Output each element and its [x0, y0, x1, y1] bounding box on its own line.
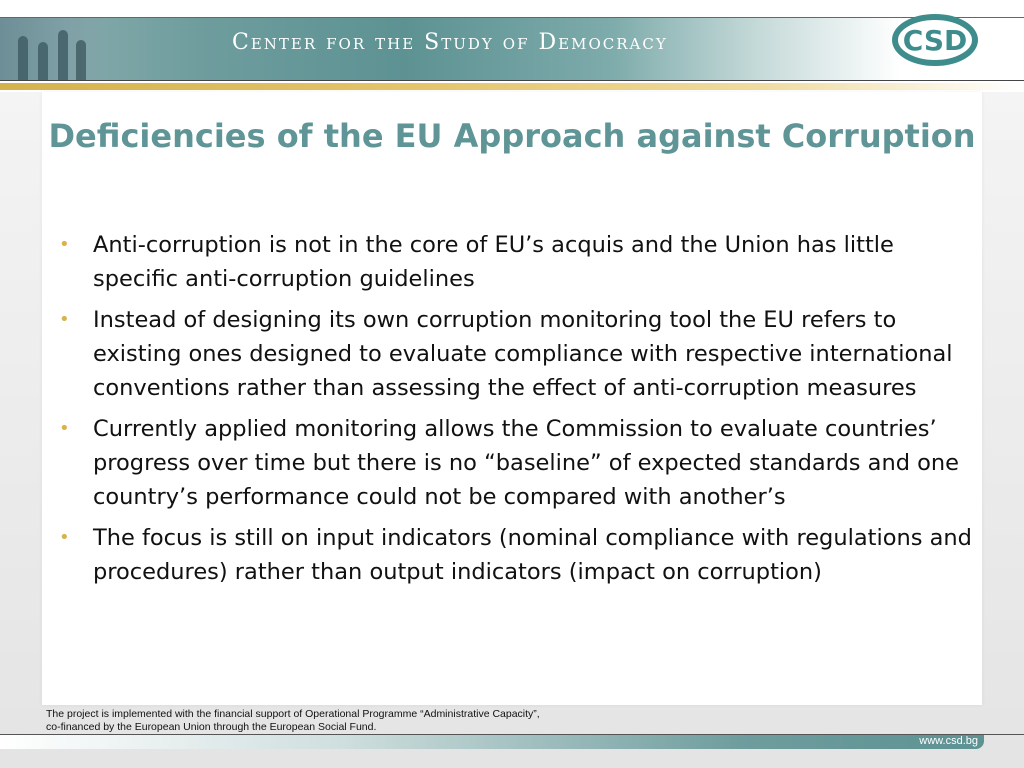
bullet-icon: • — [59, 527, 70, 548]
list-item — [56, 521, 976, 589]
header-divider-bottom — [0, 80, 1024, 81]
list-item — [56, 303, 976, 405]
org-name: Center for the Study of Democracy — [232, 30, 668, 55]
list-item — [56, 412, 976, 514]
bullet-text: Instead of designing its own corruption monitoring tool the EU refers to existing ones designed to evaluate compliance with respective international conventions rather than assessing the effect of anti-corruption measures — [93, 307, 953, 401]
bullet-text: Currently applied monitoring allows the Commission to evaluate countries’ progress over time but there is no “baseline” of expected standards and one country’s performance could not be compared with another’s — [93, 416, 960, 510]
funding-note-line-2: co-financed by the European Union through the European Social Fund. — [46, 721, 377, 733]
bullet-text: The focus is still on input indicators (nominal compliance with regulations and procedures) rather than output indicators (impact on corruption) — [93, 525, 972, 585]
logo-text: CSD — [902, 24, 968, 57]
header — [0, 0, 1024, 92]
website-url[interactable]: www.csd.bg — [919, 735, 978, 747]
bullet-icon: • — [59, 418, 70, 439]
header-photo — [0, 18, 110, 80]
bullet-icon: • — [59, 234, 70, 255]
header-gold-stripe — [0, 83, 1024, 90]
bullet-list — [56, 228, 976, 596]
funding-note — [46, 708, 540, 734]
bullet-text: Anti-corruption is not in the core of EU’s acquis and the Union has little specific anti-corruption guidelines — [93, 232, 894, 292]
slide-title: Deficiencies of the EU Approach against Corruption — [48, 117, 976, 155]
csd-logo — [892, 14, 978, 66]
funding-note-line-1: The project is implemented with the financial support of Operational Programme “Administrative Capacity”, — [46, 708, 540, 720]
bullet-icon: • — [59, 309, 70, 330]
list-item — [56, 228, 976, 296]
footer-band — [0, 735, 984, 749]
